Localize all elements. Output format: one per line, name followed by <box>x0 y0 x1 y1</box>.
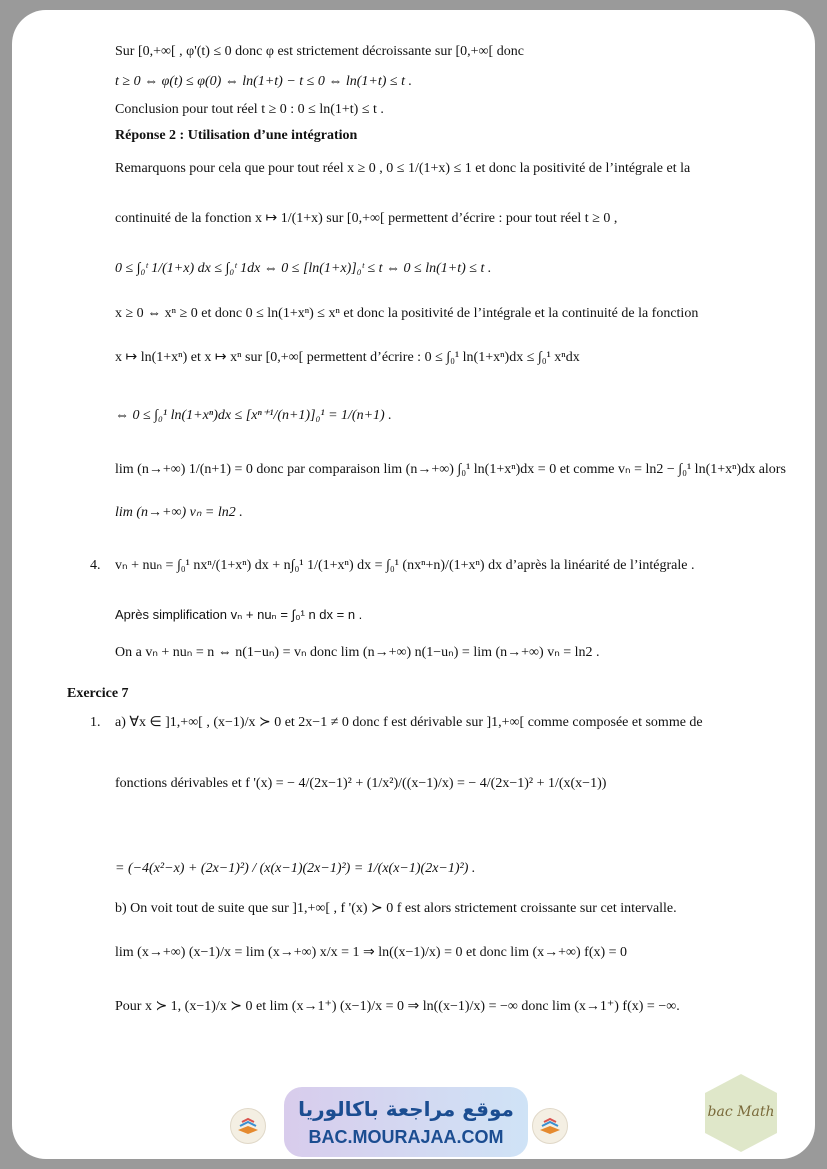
text-line-9: x ↦ ln(1+xⁿ) et x ↦ xⁿ sur [0,+∞[ permettent d’écrire : 0 ≤ ∫₀¹ ln(1+xⁿ)dx ≤ ∫₀¹ xⁿdx <box>115 350 580 365</box>
footer-site-url[interactable]: BAC.MOURAJAA.COM <box>308 1127 504 1147</box>
text-line-20: lim (x→+∞) (x−1)/x = lim (x→+∞) x/x = 1 ⇒ ln((x−1)/x) = 0 et donc lim (x→+∞) f(x) = 0 <box>115 945 628 960</box>
text-line-5: Remarquons pour cela que pour tout réel x ≥ 0 , 0 ≤ 1/(1+x) ≤ 1 et donc la positivité de l’intégrale et la <box>115 161 691 176</box>
text-line-15: On a vₙ + nuₙ = n ⇔ n(1−uₙ) = vₙ donc lim (n→+∞) n(1−uₙ) = lim (n→+∞) vₙ = ln2 . <box>115 645 600 660</box>
text-line-13: vₙ + nuₙ = ∫₀¹ nxⁿ/(1+xⁿ) dx + n∫₀¹ 1/(1+xⁿ) dx = ∫₀¹ (nxⁿ+n)/(1+xⁿ) dx d’après la linéarité de l’intégrale . <box>115 558 695 573</box>
math-line-10: ⇔ 0 ≤ ∫₀¹ ln(1+xⁿ)dx ≤ [xⁿ⁺¹/(n+1)]₀¹ = 1/(n+1) . <box>115 408 392 423</box>
text-line-19: b) On voit tout de suite que sur ]1,+∞[ , f '(x) ≻ 0 f est alors strictement croissante sur cet intervalle. <box>115 901 677 916</box>
bac-math-logo <box>700 1072 782 1154</box>
left-book-logo-icon <box>230 1108 266 1144</box>
item-number-4: 4. <box>90 558 101 573</box>
bac-math-logo-text: bac Math <box>707 1104 775 1120</box>
math-line-12: lim (n→+∞) vₙ = ln2 . <box>115 505 243 520</box>
text-line-21: Pour x ≻ 1, (x−1)/x ≻ 0 et lim (x→1⁺) (x−1)/x = 0 ⇒ ln((x−1)/x) = −∞ donc lim (x→1⁺) f(x) = −∞. <box>115 999 680 1014</box>
text-line-17: fonctions dérivables et f '(x) = − 4/(2x−1)² + (1/x²)/((x−1)/x) = − 4/(2x−1)² + 1/(x(x−1)) <box>115 776 607 791</box>
text-line-16: a) ∀x ∈ ]1,+∞[ , (x−1)/x ≻ 0 et 2x−1 ≠ 0 donc f est dérivable sur ]1,+∞[ comme composée et somme de <box>115 715 703 730</box>
footer-arabic-title: موقع مراجعة باكالوريا <box>298 1097 514 1121</box>
math-line-7: 0 ≤ ∫₀ᵗ 1/(1+x) dx ≤ ∫₀ᵗ 1dx ⇔ 0 ≤ [ln(1+x)]₀ᵗ ≤ t ⇔ 0 ≤ ln(1+t) ≤ t . <box>115 261 492 276</box>
text-line-3: Conclusion pour tout réel t ≥ 0 : 0 ≤ ln(1+t) ≤ t . <box>115 102 384 117</box>
section-heading-exercice-7: Exercice 7 <box>67 686 129 701</box>
text-line-1: Sur [0,+∞[ , φ'(t) ≤ 0 donc φ est strictement décroissante sur [0,+∞[ donc <box>115 44 524 59</box>
text-line-11: lim (n→+∞) 1/(n+1) = 0 donc par comparaison lim (n→+∞) ∫₀¹ ln(1+xⁿ)dx = 0 et comme vₙ = ln2 − ∫₀¹ ln(1+xⁿ)dx alors <box>115 462 786 477</box>
text-line-14: Après simplification vₙ + nuₙ = ∫₀¹ n dx = n . <box>115 607 363 622</box>
footer-banner[interactable] <box>284 1087 528 1157</box>
text-line-8: x ≥ 0 ⇔ xⁿ ≥ 0 et donc 0 ≤ ln(1+xⁿ) ≤ xⁿ et donc la positivité de l’intégrale et la continuité de la fonction <box>115 306 699 321</box>
text-line-6: continuité de la fonction x ↦ 1/(1+x) sur [0,+∞[ permettent d’écrire : pour tout réel t ≥ 0 , <box>115 211 618 226</box>
item-number-1: 1. <box>90 715 101 730</box>
right-book-logo-icon <box>532 1108 568 1144</box>
text-line-2: t ≥ 0 ⇔ φ(t) ≤ φ(0) ⇔ ln(1+t) − t ≤ 0 ⇔ ln(1+t) ≤ t . <box>115 74 412 89</box>
document-page <box>12 10 815 1159</box>
math-line-18: = (−4(x²−x) + (2x−1)²) / (x(x−1)(2x−1)²) = 1/(x(x−1)(2x−1)²) . <box>115 861 476 876</box>
section-heading-reponse-2: Réponse 2 : Utilisation d’une intégration <box>115 128 358 143</box>
